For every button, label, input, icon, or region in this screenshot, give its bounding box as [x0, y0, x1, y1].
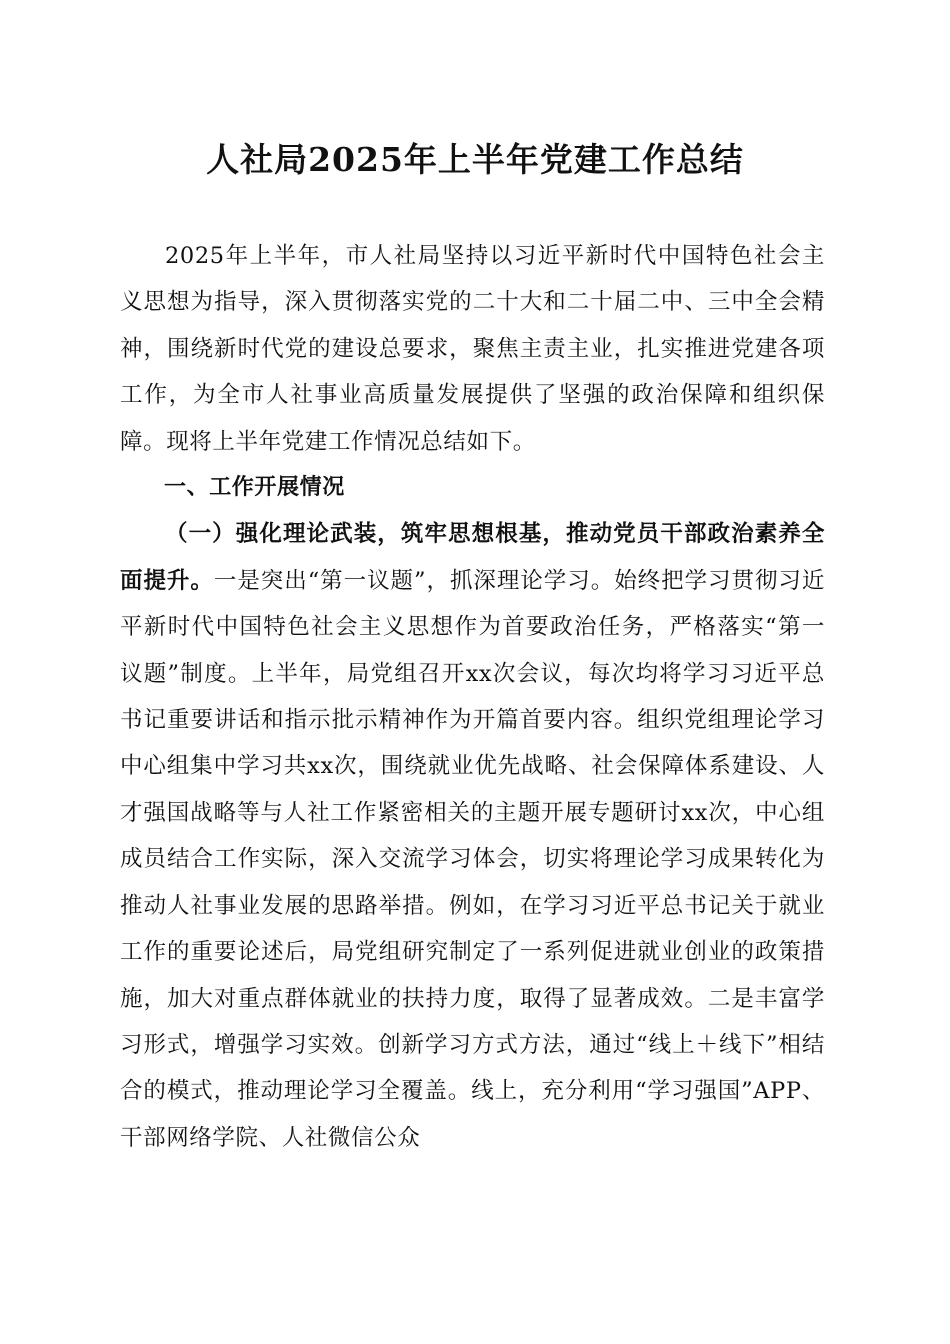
document-body — [120, 233, 825, 1161]
section-heading: 一、工作开展情况 — [164, 475, 345, 501]
subsection-title: （一）强化理论武装，筑牢思想根基，推动党员干部政治素养全面提升。 — [120, 521, 825, 594]
subsection-paragraph — [120, 511, 825, 1161]
document-title: 人社局2025年上半年党建工作总结 — [206, 140, 744, 179]
intro-paragraph: 2025年上半年，市人社局坚持以习近平新时代中国特色社会主义思想为指导，深入贯彻落实党的二十大和二十届二中、三中全会精神，围绕新时代党的建设总要求，聚焦主责主业，扎实推进党建各项工作，为全市人社事业高质量发展提供了坚强的政治保障和组织保障。现将上半年党建工作情况总结如下。 — [120, 243, 825, 455]
subsection-body: 一是突出“第一议题”，抓深理论学习。始终把学习贯彻习近平新时代中国特色社会主义思想作为首要政治任务，严格落实“第一议题”制度。上半年，局党组召开xx次会议，每次均将学习习近平总书记重要讲话和指示批示精神作为开篇首要内容。组织党组理论学习中心组集中学习共xx次，围绕就业优先战略、社会保障体系建设、人才强国战略等与人社工作紧密相关的主题开展专题研讨xx次，中心组成员结合工作实际，深入交流学习体会，切实将理论学习成果转化为推动人社事业发展的思路举措。例如，在学习习近平总书记关于就业工作的重要论述后，局党组研究制定了一系列促进就业创业的政策措施，加大对重点群体就业的扶持力度，取得了显著成效。二是丰富学习形式，增强学习实效。创新学习方式方法，通过“线上＋线下”相结合的模式，推动理论学习全覆盖。线上，充分利用“学习强国”APP、干部网络学院、人社微信公众 — [120, 567, 825, 1151]
